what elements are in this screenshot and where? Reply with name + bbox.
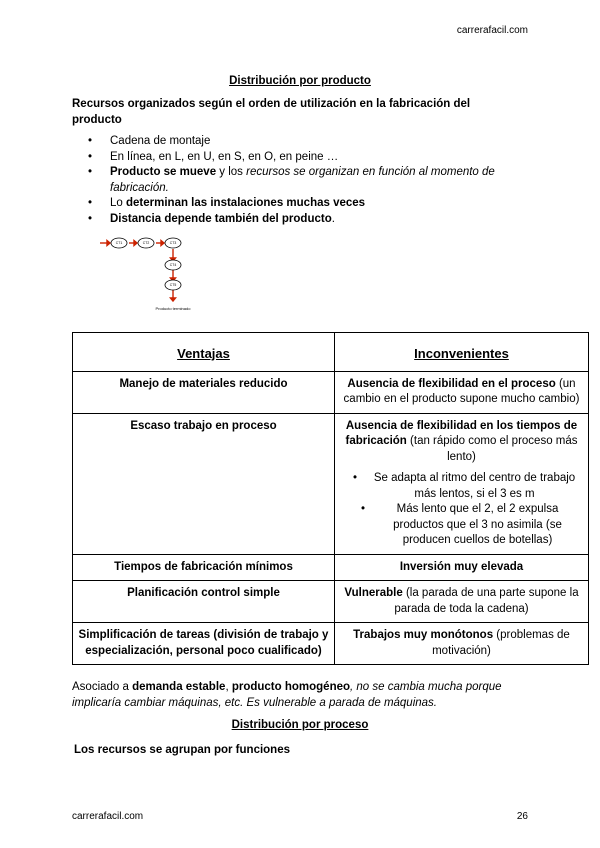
- bullet-item: [88, 134, 528, 150]
- bullet-text: .: [331, 212, 335, 225]
- bullet-bold: Producto se mueve: [110, 166, 217, 179]
- header-ventajas: Ventajas: [73, 333, 335, 372]
- ventaja-cell: Escaso trabajo en proceso: [73, 413, 335, 554]
- bullet-bold: determinan las instalaciones muchas veces: [126, 197, 366, 210]
- note-text: Asociado a: [72, 681, 133, 693]
- footer-site: carrerafacil.com: [72, 811, 144, 822]
- note-text: ,: [225, 681, 232, 693]
- bullet-item: [88, 196, 528, 212]
- end-label: Producto terminado: [155, 306, 191, 311]
- table-row: [73, 581, 589, 623]
- cell-bold: Ausencia de flexibilidad en los tiempos de fabricación: [345, 419, 578, 448]
- inconveniente-cell: [335, 623, 589, 665]
- ventaja-cell: Planificación control simple: [73, 581, 335, 623]
- section-title-producto: Distribución por producto: [229, 75, 371, 87]
- bullet-italic: recursos se organizan en función al momento de fabricación.: [110, 166, 495, 194]
- cell-bold: Vulnerable: [344, 587, 403, 600]
- inconveniente-cell: Inversión muy elevada: [335, 554, 589, 581]
- node-label: CT2: [142, 241, 150, 246]
- header-site: carrerafacil.com: [456, 25, 528, 36]
- page-number: 26: [516, 811, 528, 822]
- flow-arrows: [100, 241, 176, 302]
- bullet-list: [88, 134, 528, 227]
- bullet-text: y los: [216, 166, 247, 179]
- bullet-bold: Distancia depende también del producto: [110, 212, 332, 225]
- ventaja-cell: Tiempos de fabricación mínimos: [73, 554, 335, 581]
- table-row: [73, 554, 589, 581]
- intro-paragraph: Recursos organizados según el orden de utilización en la fabricación del producto: [72, 98, 471, 126]
- cell-text: (problemas de motivación): [432, 629, 570, 657]
- ventajas-table: [72, 332, 589, 665]
- table-row: [73, 413, 589, 554]
- inconveniente-cell: [335, 371, 589, 413]
- inconveniente-cell: [335, 581, 589, 623]
- cell-bold: Ausencia de flexibilidad en el proceso: [347, 377, 556, 390]
- ventaja-cell: Simplificación de tareas (división de trabajo y especialización, personal poco cualificado): [73, 623, 335, 665]
- node-label: CT5: [169, 283, 177, 288]
- cell-text: (tan rápido como el proceso más lento): [406, 435, 578, 463]
- proceso-paragraph: Los recursos se agrupan por funciones: [74, 744, 290, 756]
- flow-diagram: [96, 234, 206, 320]
- cell-text: (un cambio en el producto supone mucho cambio): [343, 377, 580, 406]
- section-title-proceso: Distribución por proceso: [231, 719, 369, 731]
- node-label: CT4: [169, 263, 177, 268]
- bullet-item: [88, 212, 528, 228]
- note-bold: demanda estable: [132, 681, 226, 693]
- bullet-text: Lo: [110, 197, 126, 210]
- note-italic: , no se cambia mucha porque implicaría cambiar máquinas, etc. Es vulnerable a parada de máquinas.: [72, 681, 502, 709]
- bullet-item: [88, 150, 528, 166]
- node-label: CT3: [169, 241, 177, 246]
- note-paragraph: [72, 680, 522, 711]
- table-row: [73, 371, 589, 413]
- header-inconvenientes: Inconvenientes: [335, 333, 589, 372]
- table-row: [73, 623, 589, 665]
- bullet-item: [88, 165, 528, 196]
- sub-item: • Se adapta al ritmo del centro de trabajo más lentos, si el 3 es m: [339, 471, 584, 502]
- bullet-text: Cadena de montaje: [110, 135, 211, 147]
- sub-item: • Más lento que el 2, el 2 expulsa productos que el 3 no asimila (se producen cuellos de botellas): [339, 502, 584, 549]
- inconveniente-cell: [335, 413, 589, 554]
- node-label: CT1: [115, 241, 123, 246]
- note-bold: producto homogéneo: [231, 681, 351, 693]
- cell-text: (la parada de una parte supone la parada de toda la cadena): [394, 587, 579, 615]
- cell-bold: Trabajos muy monótonos: [353, 629, 494, 642]
- sub-list: [339, 471, 584, 549]
- ventaja-cell: Manejo de materiales reducido: [73, 371, 335, 413]
- bullet-text: En línea, en L, en U, en S, en O, en peine …: [110, 150, 339, 163]
- table-header-row: [73, 333, 589, 372]
